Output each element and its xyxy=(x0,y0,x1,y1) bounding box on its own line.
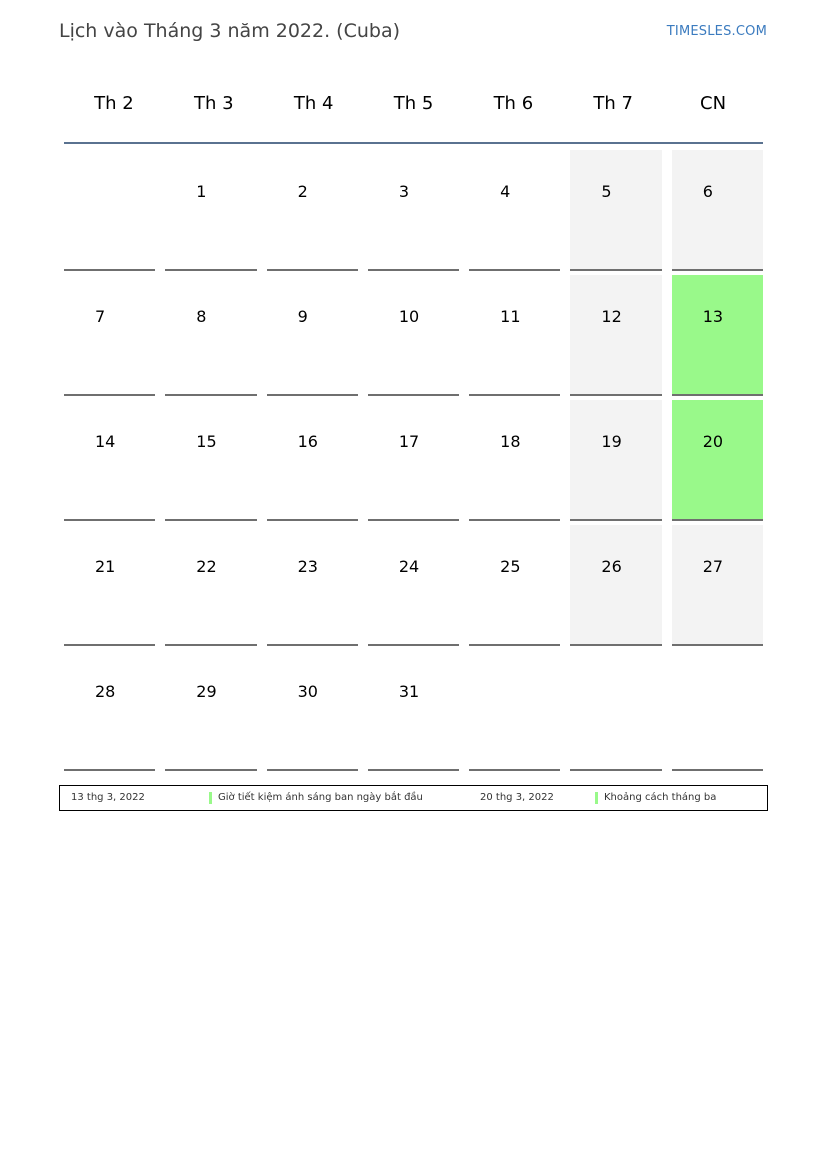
weekday-header-row xyxy=(64,70,763,144)
day-number: 5 xyxy=(601,182,612,201)
day-number: 29 xyxy=(196,682,217,701)
day-cell[interactable] xyxy=(267,275,358,396)
day-cell[interactable] xyxy=(165,650,256,771)
day-cell[interactable] xyxy=(672,400,763,521)
day-number: 25 xyxy=(500,557,521,576)
day-number: 31 xyxy=(398,682,420,701)
day-number: 18 xyxy=(500,432,521,451)
day-number: 28 xyxy=(95,682,116,701)
calendar xyxy=(59,70,768,773)
day-cell[interactable] xyxy=(672,275,763,396)
day-number: 11 xyxy=(500,307,521,326)
empty-day-cell xyxy=(469,650,560,771)
calendar-grid xyxy=(59,148,768,773)
day-cell[interactable] xyxy=(469,400,560,521)
day-number: 20 xyxy=(702,432,724,451)
day-number: 22 xyxy=(196,557,217,576)
day-number: 1 xyxy=(196,182,207,201)
legend-label-1: Giờ tiết kiệm ánh sáng ban ngày bắt đầu xyxy=(218,792,423,803)
day-number: 6 xyxy=(702,182,713,201)
day-number: 17 xyxy=(398,432,420,451)
day-cell[interactable] xyxy=(267,400,358,521)
day-number: 19 xyxy=(601,432,622,451)
day-cell[interactable] xyxy=(64,525,155,646)
weekday-mon: Th 2 xyxy=(94,92,134,114)
day-cell[interactable] xyxy=(368,275,459,396)
legend-label-2: Khoảng cách tháng ba xyxy=(604,792,717,803)
day-cell[interactable] xyxy=(165,400,256,521)
day-number: 16 xyxy=(297,432,318,451)
day-number: 12 xyxy=(601,307,622,326)
day-cell[interactable] xyxy=(64,400,155,521)
weekday-sat: Th 7 xyxy=(593,92,633,114)
day-number: 4 xyxy=(500,182,511,201)
empty-day-cell xyxy=(672,650,763,771)
day-cell[interactable] xyxy=(469,275,560,396)
day-cell[interactable] xyxy=(267,525,358,646)
day-cell[interactable] xyxy=(570,525,661,646)
day-number: 21 xyxy=(95,557,116,576)
day-cell[interactable] xyxy=(672,150,763,271)
day-number: 27 xyxy=(702,557,724,576)
holiday-color-marker xyxy=(595,792,598,804)
legend-date-2: 20 thg 3, 2022 xyxy=(480,792,554,803)
day-cell[interactable] xyxy=(165,150,256,271)
weekday-wed: Th 4 xyxy=(293,92,334,114)
day-cell[interactable] xyxy=(368,400,459,521)
day-cell[interactable] xyxy=(368,650,459,771)
day-number: 15 xyxy=(196,432,217,451)
weekday-thu: Th 5 xyxy=(393,92,434,114)
day-cell[interactable] xyxy=(570,400,661,521)
day-cell[interactable] xyxy=(469,150,560,271)
holiday-color-marker xyxy=(209,792,212,804)
day-cell[interactable] xyxy=(570,275,661,396)
day-cell[interactable] xyxy=(570,150,661,271)
empty-day-cell xyxy=(570,650,661,771)
day-cell[interactable] xyxy=(368,150,459,271)
day-number: 7 xyxy=(95,307,106,326)
brand-link[interactable]: TIMESLES.COM xyxy=(666,24,767,39)
day-number: 24 xyxy=(398,557,420,576)
day-number: 9 xyxy=(297,307,308,326)
weekday-tue: Th 3 xyxy=(193,92,234,114)
legend-date-1: 13 thg 3, 2022 xyxy=(71,792,145,803)
day-cell[interactable] xyxy=(368,525,459,646)
page-title: Lịch vào Tháng 3 năm 2022. (Cuba) xyxy=(59,20,401,42)
day-number: 2 xyxy=(297,182,308,201)
day-number: 13 xyxy=(702,307,724,326)
day-cell[interactable] xyxy=(267,650,358,771)
day-number: 8 xyxy=(196,307,207,326)
day-cell[interactable] xyxy=(267,150,358,271)
empty-day-cell xyxy=(64,150,155,271)
day-cell[interactable] xyxy=(672,525,763,646)
day-number: 3 xyxy=(398,182,410,201)
day-number: 14 xyxy=(95,432,116,451)
day-number: 23 xyxy=(297,557,318,576)
day-cell[interactable] xyxy=(165,275,256,396)
day-number: 30 xyxy=(297,682,318,701)
weekday-sun: CN xyxy=(700,92,727,114)
legend xyxy=(59,785,768,811)
day-cell[interactable] xyxy=(469,525,560,646)
day-number: 10 xyxy=(398,307,420,326)
day-cell[interactable] xyxy=(64,275,155,396)
weekday-fri: Th 6 xyxy=(493,92,534,114)
day-cell[interactable] xyxy=(165,525,256,646)
day-number: 26 xyxy=(601,557,622,576)
day-cell[interactable] xyxy=(64,650,155,771)
